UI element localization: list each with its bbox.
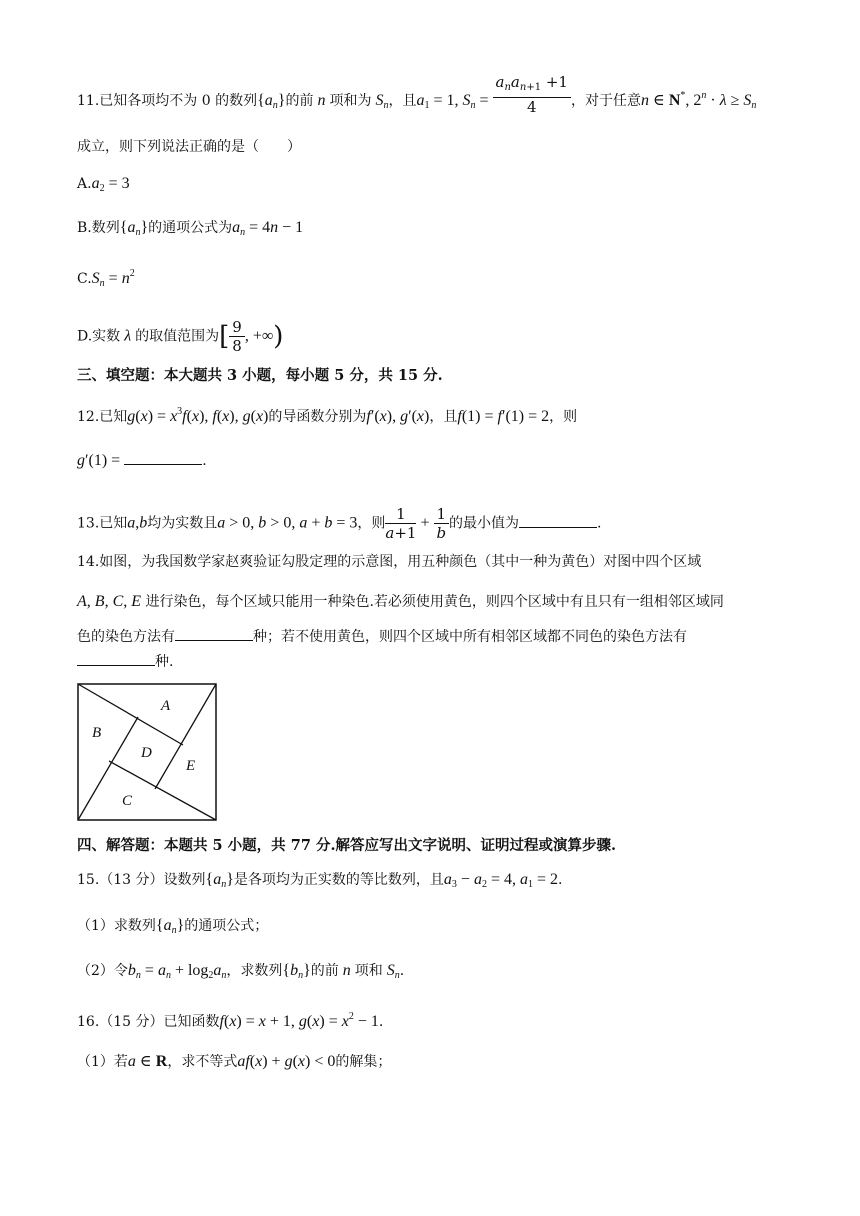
region-b-label: B xyxy=(92,725,102,741)
region-a-label: A xyxy=(161,698,171,714)
region-d-label: D xyxy=(141,745,152,761)
q11-stem-cont: 成立，则下列说法正确的是（ ） xyxy=(77,139,301,155)
q14-line-3: 色的染色方法有 种；若不使用黄色，则四个区域中所有相邻区域都不同色的染色方法有 xyxy=(77,626,687,647)
q12-stem: 12.已知$g(x) = x^3f(x)$, f(x), g(x)的导函数分别为f′(x), g′(x)，且f(1) = f′(1) = 2，则 xyxy=(77,406,578,425)
region-e-label: E xyxy=(186,758,196,774)
q14-line-1: 14.如图，为我国数学家赵爽验证勾股定理的示意图，用五种颜色（其中一种为黄色）对图中四个区域 xyxy=(77,554,702,570)
q16-part-1: （1）若a ∈ R，求不等式af(x) + g(x) < 0的解集； xyxy=(77,1053,392,1070)
q11-option-d: D.实数 λ 的取值范围为[ $\frac{9}{8}$ , +∞) xyxy=(77,318,284,355)
q14-line-2: A, B, C, E 进行染色，每个区域只能用一种染色.若必须使用黄色，则四个区域中有且只有一组相邻区域同 xyxy=(77,593,724,610)
divider-bottom xyxy=(109,761,216,820)
q12-answer-blank[interactable] xyxy=(124,450,202,465)
q11-option-c: $C.S_n = n^2$ xyxy=(77,268,135,289)
section-3-heading: 三、填空题：本大题共 3 小题，每小题 5 分，共 15 分. xyxy=(77,367,443,384)
q14-line-4: 种. xyxy=(77,651,173,672)
section-4-heading: 四、解答题：本题共 5 小题，共 77 分.解答应写出文字说明、证明过程或演算步骤. xyxy=(77,837,617,854)
q14-blank-2[interactable] xyxy=(77,651,155,666)
q13-answer-blank[interactable] xyxy=(519,513,597,528)
q14-blank-1[interactable] xyxy=(175,626,253,641)
q11-stem: 11.已知各项均不为 0 的数列$\{a_n\}$的前 n 项和为 $S_n$，且$a_1 = 1$, $S_n$ = $\frac{a_na_{n+1} +1}{4}$ ，对于任意n ∈ N*, $2^n \cdot \lambda \ge S_n$ xyxy=(77,72,757,116)
q15-stem: 15.（13 分）设数列$\{a_n\}$是各项均为正实数的等比数列，且$a_3 - a_2 = 4$, $a_1 = 2$. xyxy=(77,871,563,890)
zhao-shuang-diagram xyxy=(77,683,219,823)
q13-stem: 13.已知a,b均为实数且a > 0, b > 0, a + b = 3，则 $\frac{1}{a+1}$ + $\frac{1}{b}$ 的最小值为 . xyxy=(77,505,602,542)
q16-stem: 16.（15 分）已知函数f(x) = x + 1, $g(x) = x^2 - 1$. xyxy=(77,1011,384,1030)
q15-part-2: （2）令$b_n = a_n + \log_2a_n$，求数列$\{b_n\}$的前 n 项和 $S_n$. xyxy=(77,962,405,981)
q11-option-a: $A.a_2 = 3$ xyxy=(77,175,130,194)
q12-answer-line: g′(1) = . xyxy=(77,452,207,469)
q11-option-b: B.数列$\{a_n\}$的通项公式为$a_n = 4n - 1$ xyxy=(77,219,304,238)
region-c-label: C xyxy=(122,793,133,809)
q15-part-1: （1）求数列$\{a_n\}$的通项公式； xyxy=(77,917,269,936)
